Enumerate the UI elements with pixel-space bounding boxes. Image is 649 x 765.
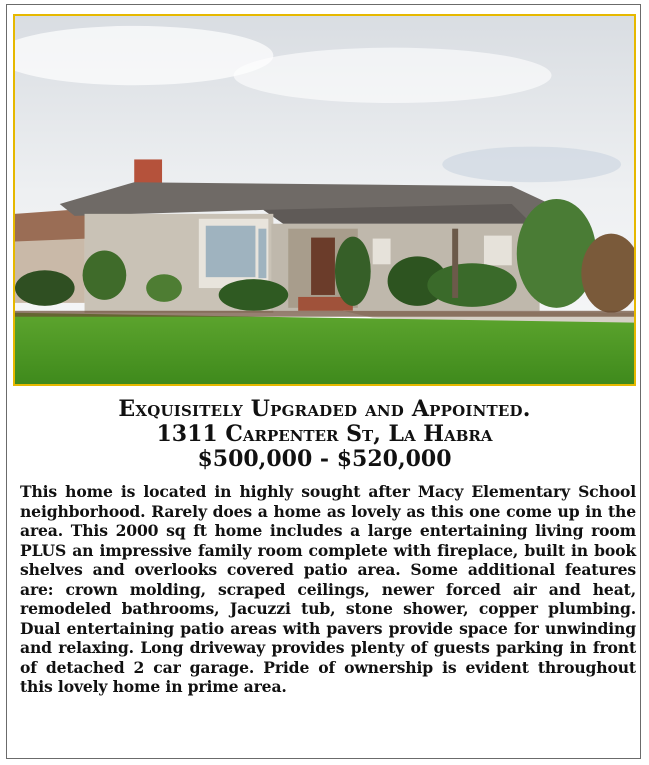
listing-title: Exquisitely Upgraded and Appointed. — [118, 396, 531, 422]
house-photo — [13, 14, 636, 386]
listing-description: This home is located in highly sought after Macy Elementary School neighborhood. Rarely does a home as lovely as this one come up in the area. This 2000 sq ft home includes a large entertaining living room PLUS an impressive family room complete with fireplace, built in book shelves and overlooks covered patio area. Some additional features are: crown molding, scraped ceilings, newer forced air and heat, remodeled bathrooms, Jacuzzi tub, stone shower, copper plumbing. Dual entertaining patio areas with pavers provide space for unwinding and relaxing. Long driveway provides plenty of guests parking in front of detached 2 car garage. Pride of ownership is evident throughout this lovely home in prime area. — [20, 482, 636, 696]
listing-price: $500,000 - $520,000 — [197, 446, 452, 472]
listing-address: 1311 Carpenter St, La Habra — [156, 421, 493, 447]
house-photo-image — [15, 16, 634, 384]
listing-heading — [13, 396, 636, 472]
